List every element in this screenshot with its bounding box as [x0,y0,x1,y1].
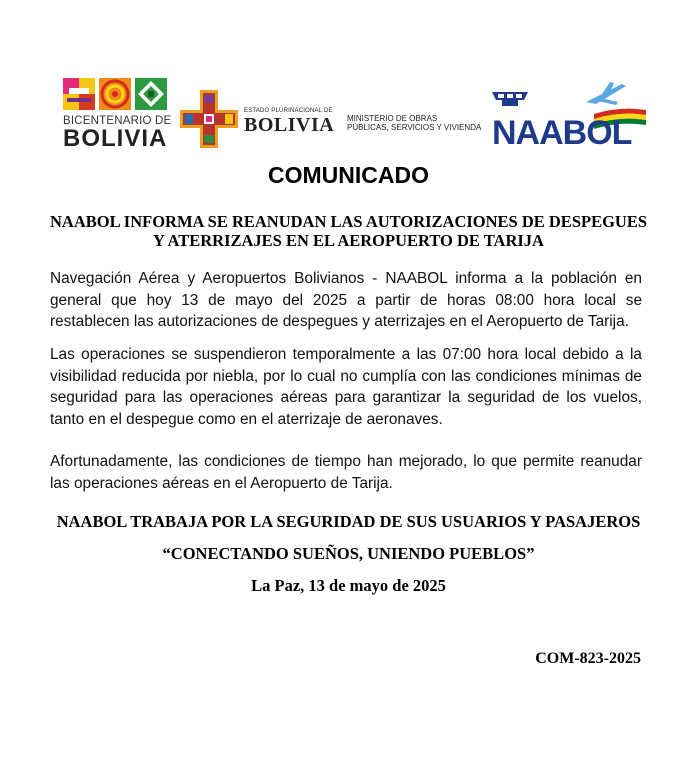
chakana-emblem-icon [180,90,238,148]
estado-plurinacional-logo [180,90,335,150]
page-title: COMUNICADO [268,162,429,188]
bicentenario-line1: BICENTENARIO DE [63,115,172,127]
bicentenario-line2: BOLIVIA [63,125,168,152]
bicentenario-icons [63,78,171,112]
ministerio-line2: PÚBLICAS, SERVICIOS Y VIVIENDA [347,123,482,132]
paragraph-1: Navegación Aérea y Aeropuertos Bolivianos - NAABOL informa a la población en general que hoy 13 de mayo del 2025 a partir de horas 08:00 hora local se restablecen las autorizaciones de despegues y aterrizajes en el Aeropuerto de Tarija. [50,270,642,330]
bicentenario-chakana-icon [135,78,167,110]
motto-line: NAABOL TRABAJA POR LA SEGURIDAD DE SUS USUARIOS Y PASAJEROS [56,512,641,531]
airplane-icon [586,82,626,105]
bicentenario-spiral-icon [99,78,131,110]
headline-line1: NAABOL INFORMA SE REANUDAN LAS AUTORIZACIONES DE DESPEGUES [49,212,648,231]
place-date: La Paz, 13 de mayo de 2025 [251,576,446,595]
estado-big-text: BOLIVIA [244,114,335,136]
naabol-logo-graphic [490,80,650,150]
headline-line2: Y ATERRIZAJES EN EL AEROPUERTO DE TARIJA [153,231,544,250]
naabol-logo [490,80,650,150]
logo-header [0,74,697,154]
document-code: COM-823-2025 [535,650,641,667]
control-tower-icon [492,92,528,106]
bicentenario-face-icon [63,78,95,110]
paragraph-2: Las operaciones se suspendieron temporalmente a las 07:00 hora local debido a la visibilidad reducida por niebla, por lo cual no cumplía con las condiciones mínimas de seguridad para las operaciones aéreas para garantizar la seguridad de los vuelos, tanto en el despegue como en el aterrizaje de aeronaves. [50,346,642,428]
estado-small-text: ESTADO PLURINACIONAL DE [244,108,333,114]
ministerio-line1: MINISTERIO DE OBRAS [347,114,438,123]
bicentenario-logo [63,78,171,154]
paragraph-3: Afortunadamente, las condiciones de tiempo han mejorado, lo que permite reanudar las operaciones aéreas en el Aeropuerto de Tarija. [50,453,642,492]
ministerio-text [347,114,481,132]
headline [40,212,657,250]
naabol-logo-text: NAABOL [492,114,632,150]
slogan-line: “CONECTANDO SUEÑOS, UNIENDO PUEBLOS” [162,544,535,563]
